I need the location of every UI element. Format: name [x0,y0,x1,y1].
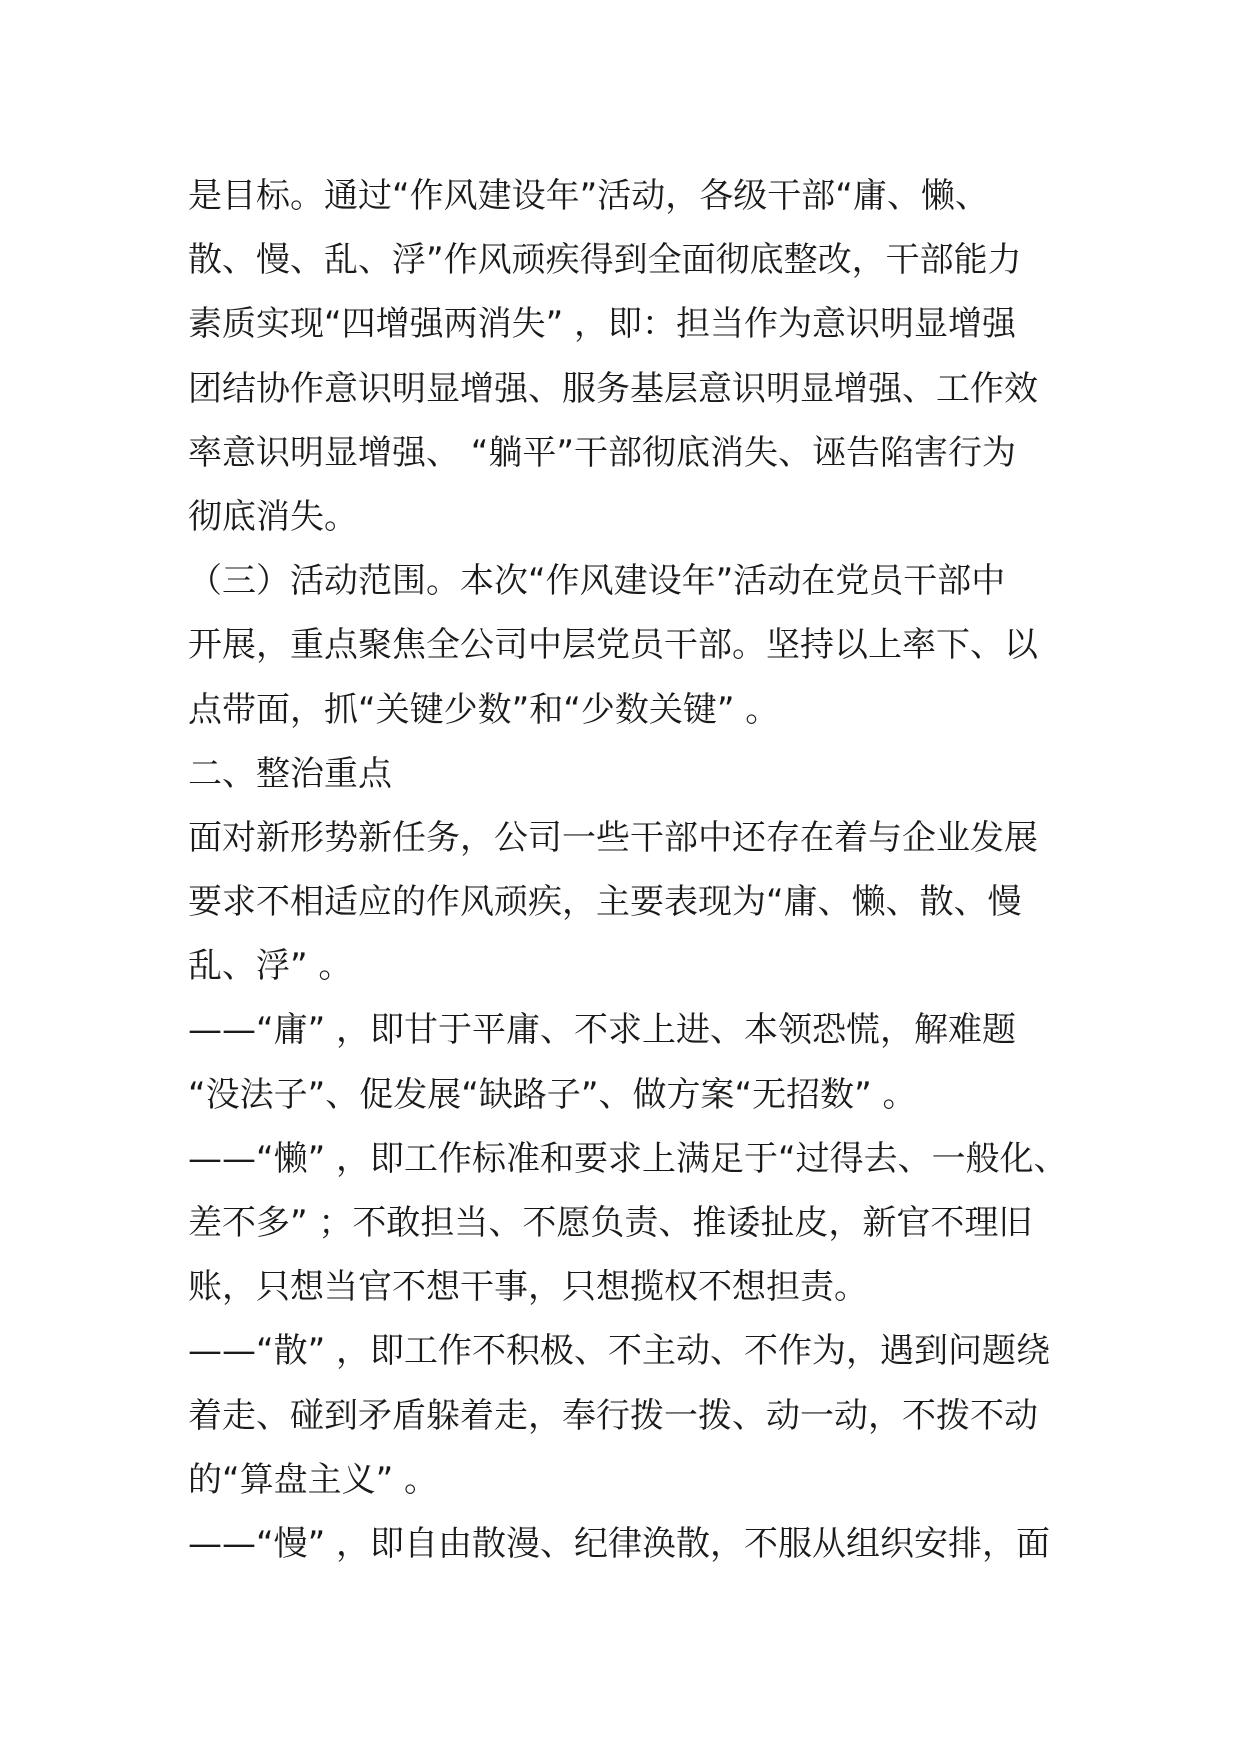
text-line: ——“懒” ，即工作标准和要求上满足于“过得去、一般化、 [188,1138,1068,1179]
text-line: 点带面，抓“关键少数”和“少数关键” 。 [188,689,780,730]
text-line: 是目标。通过“作风建设年”活动，各级干部“庸、懒、 [188,176,989,216]
text-line: 散、慢、乱、浮”作风顽疾得到全面彻底整改，干部能力 [188,240,1022,281]
text-line: ——“庸” ，即甘于平庸、不求上进、本领恐慌，解难题 [188,1010,1017,1051]
text-line: 账，只想当官不想干事，只想揽权不想担责。 [188,1267,868,1308]
section-heading: （三）活动范围。本次“作风建设年”活动在党员干部中 [188,561,1006,602]
text-line: ——“慢” ，即自由散漫、纪律涣散，不服从组织安排，面 [188,1523,1051,1564]
text-line: 开展，重点聚焦全公司中层党员干部。坚持以上率下、以 [188,625,1038,666]
text-line: “没法子”、促发展“缺路子”、做方案“无招数” 。 [188,1074,917,1115]
text-line: 团结协作意识明显增强、服务基层意识明显增强、工作效 [188,368,1038,409]
document-body [188,164,1068,1576]
text-line: 的“算盘主义” 。 [188,1459,439,1500]
text-line: ——“散” ，即工作不积极、不主动、不作为，遇到问题绕 [188,1331,1051,1372]
text-line: 要求不相适应的作风顽疾，主要表现为“庸、懒、散、慢 [188,882,1022,923]
text-line: 着走、碰到矛盾躲着走，奉行拨一拨、动一动，不拨不动 [188,1395,1038,1436]
text-line: 乱、浮” 。 [188,946,353,987]
text-line: 彻底消失。 [188,496,358,537]
text-line: 面对新形势新任务，公司一些干部中还存在着与企业发展 [188,817,1038,858]
text-line: 差不多” ；不敢担当、不愿负责、推诿扯皮，新官不理旧 [188,1203,1033,1243]
section-heading: 二、整治重点 [188,753,392,794]
text-line: 率意识明显增强、 “躺平”干部彻底消失、诬告陷害行为 [188,432,1017,473]
text-line: 素质实现“四增强两消失” ，即：担当作为意识明显增强 [188,304,1017,345]
